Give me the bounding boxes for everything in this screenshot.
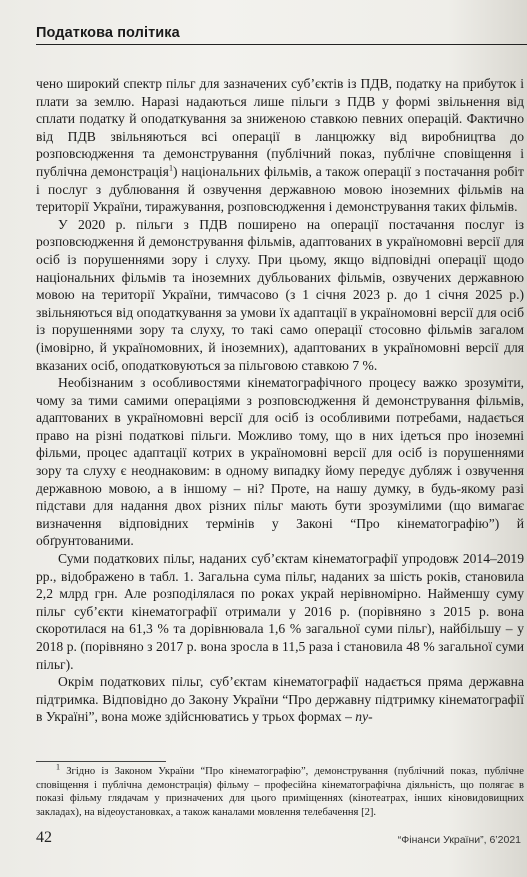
footnote [36,762,524,819]
footnote-marker: 1 [56,762,60,772]
paragraph-1-tail: ) національних фільмів, а також операції з постачання робіт і послуг з дублювання й озвучення державною мовою іноземних фільмів на території України, тиражування, розповсюдження і демонстрування таких фільмів. [36,163,524,215]
running-header [36,25,527,45]
paragraph-5-text: Окрім податкових пільг, суб’єктам кінематографії надається пряма державна підтримка. Відповідно до Закону України “Про державну підтримку кінематографії в Україні”, вона може здійснюватись у трьох формах – [36,674,524,725]
paragraph-3: Необізнаним з особливостями кінематографічного процесу важко зрозуміти, чому за тими самими операціями з розповсюдження й демонстрування фільмів, адаптованих в україномовні версії для осіб із особливими потребами, надається право на різні податкові пільги. Можливо тому, що в них ідеться про іноземні фільми, процес адаптації котрих в україномовні версії для осіб із порушеннями зору та слуху є неоднаковим: в одному випадку йому передує дубляж і озвучення державною мовою, а в іншому – ні? Проте, на нашу думку, в будь-якому разі підстави для надання двох різних пільг мають бути зрозумілими (що вимагає визначення відповідних термінів у Законі “Про кінематографію”) й обґрунтованими. [36,375,524,549]
paragraph-1 [36,75,524,216]
footnote-text: Згідно із Законом України “Про кінематографію”, демонстрування (публічний показ, публічне сповіщення і публічна демонстрація) фільму – професійна кінематографічна діяльність, що полягає в показі фільму глядачам у призначених для цього приміщеннях (кінотеатрах, інших кіновидовищних закладах), на відеоустановках, а також каналами мовлення телебачення [2]. [36,766,524,818]
footnote-paragraph [36,762,524,819]
footnote-reference[interactable]: 1 [168,163,173,173]
journal-name: “Фінанси України”, 6’2021 [397,834,521,846]
page-number: 42 [36,829,52,846]
paragraph-4: Суми податкових пільг, наданих суб’єктам кінематографії упродовж 2014–2019 рр., відображено в табл. 1. Загальна сума пільг, наданих за шість років, становила 2,2 млрд грн. Але розподілялася по роках украй нерівномірно. Найменшу суму пільг суб’єкти кінематографії отримали у 2016 р. (порівняно з 2015 р. вона скоротилася на 61,3 % та дорівнювала 1,6 % загальної суми пільг), найбільшу – у 2018 р. (порівняно з 2017 р. вона зросла в 11,5 раза і становила 48 % загальної суми пільг). [36,551,524,672]
paragraph-2: У 2020 р. пільги з ПДВ поширено на операції постачання послуг із розповсюдження й демонстрування фільмів, адаптованих в україномовні версії для осіб із порушеннями зору і слуху. При цьому, якщо відповідні операції щодо національних фільмів та іноземних дубльованих фільмів, озвучених державною мовою на території України, тимчасово (з 1 січня 2023 р. до 1 січня 2025 р.) звільняються від оподаткування за умови їх адаптації в україномовні версії для осіб із порушеннями зору та слуху, то такі само операції стосовно фільмів загалом (імовірно, й україномовних, й іноземних), адаптованих в україномовні версії для вказаних осіб, оподатковуються за пільговою ставкою 7 %. [36,216,524,373]
article-body [36,75,524,726]
paragraph-1-text: чено широкий спектр пільг для зазначених суб’єктів із ПДВ, податку на прибуток і плати за землю. Наразі надаються лише пільги з ПДВ у формі звільнення від сплати податку й оподаткування за зниженою ставкою певних операцій. Фактично від ПДВ звільняються всі операції в ланцюжку від виробництва до розповсюдження та демонстрування (публічний показ, публічне сповіщення і публічна демонстрація [36,76,524,179]
section-title: Податкова політика [36,25,180,41]
paragraph-5-italic: пу- [355,709,373,725]
paragraph-5 [36,673,524,726]
